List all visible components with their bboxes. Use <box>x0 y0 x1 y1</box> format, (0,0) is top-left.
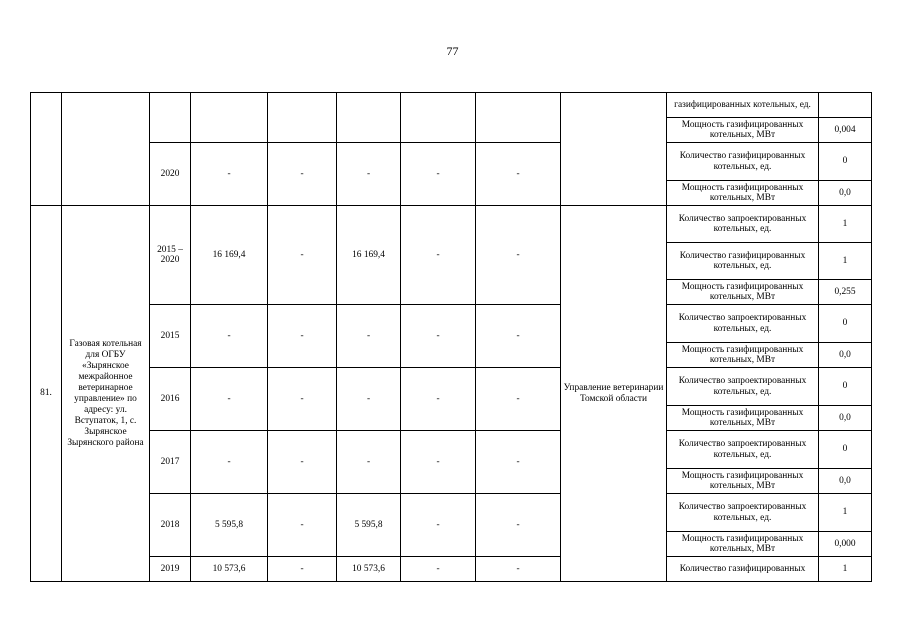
year-cell: 2015 <box>150 305 191 368</box>
amount-cell: - <box>191 368 268 431</box>
value-cell <box>819 93 872 118</box>
amount-cell: - <box>476 143 561 206</box>
item-number: 81. <box>31 206 62 582</box>
value-cell: 0,004 <box>819 118 872 143</box>
executor-name: Управление ветеринарии Томской области <box>561 206 667 582</box>
table-row <box>31 494 872 532</box>
amount-cell: - <box>268 494 337 557</box>
number-cell <box>31 93 62 206</box>
value-cell: 0 <box>819 368 872 406</box>
table-row <box>31 305 872 343</box>
table-row <box>31 206 872 243</box>
table-row <box>31 431 872 469</box>
amount-cell: - <box>401 368 476 431</box>
value-cell: 1 <box>819 243 872 280</box>
indicator-cell: Количество запроектированных котельных, ед. <box>667 494 819 532</box>
indicator-cell: Мощность газифицированных котельных, МВт <box>667 406 819 431</box>
value-cell: 0 <box>819 305 872 343</box>
indicator-cell: Количество запроектированных котельных, ед. <box>667 368 819 406</box>
amount-cell: 5 595,8 <box>191 494 268 557</box>
table-row <box>31 368 872 406</box>
value-cell: 0,0 <box>819 406 872 431</box>
amount-cell: 16 169,4 <box>191 206 268 305</box>
amount-cell: - <box>476 431 561 494</box>
amount-cell <box>401 93 476 143</box>
indicator-cell: Количество запроектированных котельных, ед. <box>667 206 819 243</box>
object-description: Газовая котельная для ОГБУ «Зырянское межрайонное ветеринарное управление» по адресу: ул. Вступаток, 1, с. Зырянское Зырянского района <box>62 206 150 582</box>
amount-cell: - <box>401 557 476 582</box>
amount-cell: - <box>476 206 561 305</box>
indicator-cell: Мощность газифицированных котельных, МВт <box>667 280 819 305</box>
indicator-cell: Мощность газифицированных котельных, МВт <box>667 118 819 143</box>
value-cell: 1 <box>819 494 872 532</box>
amount-cell: - <box>268 305 337 368</box>
amount-cell: 5 595,8 <box>337 494 401 557</box>
amount-cell: - <box>401 143 476 206</box>
amount-cell: - <box>401 494 476 557</box>
amount-cell <box>476 93 561 143</box>
amount-cell: - <box>268 431 337 494</box>
year-cell: 2016 <box>150 368 191 431</box>
amount-cell: - <box>476 557 561 582</box>
amount-cell: - <box>337 431 401 494</box>
amount-cell: - <box>268 206 337 305</box>
indicator-cell: Количество запроектированных котельных, ед. <box>667 431 819 469</box>
value-cell: 0,0 <box>819 469 872 494</box>
amount-cell: - <box>401 431 476 494</box>
indicator-cell: газифицированных котельных, ед. <box>667 93 819 118</box>
object-cell <box>62 93 150 206</box>
amount-cell: 16 169,4 <box>337 206 401 305</box>
year-cell: 2017 <box>150 431 191 494</box>
amount-cell <box>191 93 268 143</box>
indicator-cell: Мощность газифицированных котельных, МВт <box>667 532 819 557</box>
year-cell <box>150 93 191 143</box>
page-number: 77 <box>446 44 459 58</box>
year-cell: 2019 <box>150 557 191 582</box>
value-cell: 1 <box>819 557 872 582</box>
value-cell: 0,0 <box>819 343 872 368</box>
year-cell: 2018 <box>150 494 191 557</box>
executor-cell <box>561 93 667 206</box>
amount-cell <box>337 93 401 143</box>
amount-cell: - <box>401 305 476 368</box>
year-cell: 2015 – 2020 <box>150 206 191 305</box>
indicator-cell: Мощность газифицированных котельных, МВт <box>667 469 819 494</box>
amount-cell: - <box>337 368 401 431</box>
indicator-cell: Количество запроектированных котельных, ед. <box>667 305 819 343</box>
value-cell: 0,0 <box>819 181 872 206</box>
amount-cell: - <box>191 305 268 368</box>
table-body <box>31 93 872 582</box>
amount-cell: - <box>401 206 476 305</box>
table-row <box>31 143 872 181</box>
value-cell: 0 <box>819 431 872 469</box>
amount-cell: - <box>476 368 561 431</box>
table-row <box>31 557 872 582</box>
amount-cell: - <box>476 305 561 368</box>
amount-cell: - <box>191 143 268 206</box>
amount-cell: - <box>337 143 401 206</box>
year-cell: 2020 <box>150 143 191 206</box>
amount-cell: - <box>337 305 401 368</box>
amount-cell: 10 573,6 <box>191 557 268 582</box>
amount-cell <box>268 93 337 143</box>
value-cell: 0,000 <box>819 532 872 557</box>
indicator-cell: Количество газифицированных котельных, ед. <box>667 143 819 181</box>
amount-cell: - <box>268 368 337 431</box>
value-cell: 0,255 <box>819 280 872 305</box>
indicator-cell: Количество газифицированных котельных, ед. <box>667 243 819 280</box>
indicator-cell: Мощность газифицированных котельных, МВт <box>667 343 819 368</box>
value-cell: 1 <box>819 206 872 243</box>
indicator-cell: Мощность газифицированных котельных, МВт <box>667 181 819 206</box>
table-row <box>31 93 872 118</box>
amount-cell: - <box>268 143 337 206</box>
indicator-cell: Количество газифицированных <box>667 557 819 582</box>
value-cell: 0 <box>819 143 872 181</box>
amount-cell: 10 573,6 <box>337 557 401 582</box>
amount-cell: - <box>476 494 561 557</box>
amount-cell: - <box>191 431 268 494</box>
program-table <box>30 92 872 582</box>
amount-cell: - <box>268 557 337 582</box>
